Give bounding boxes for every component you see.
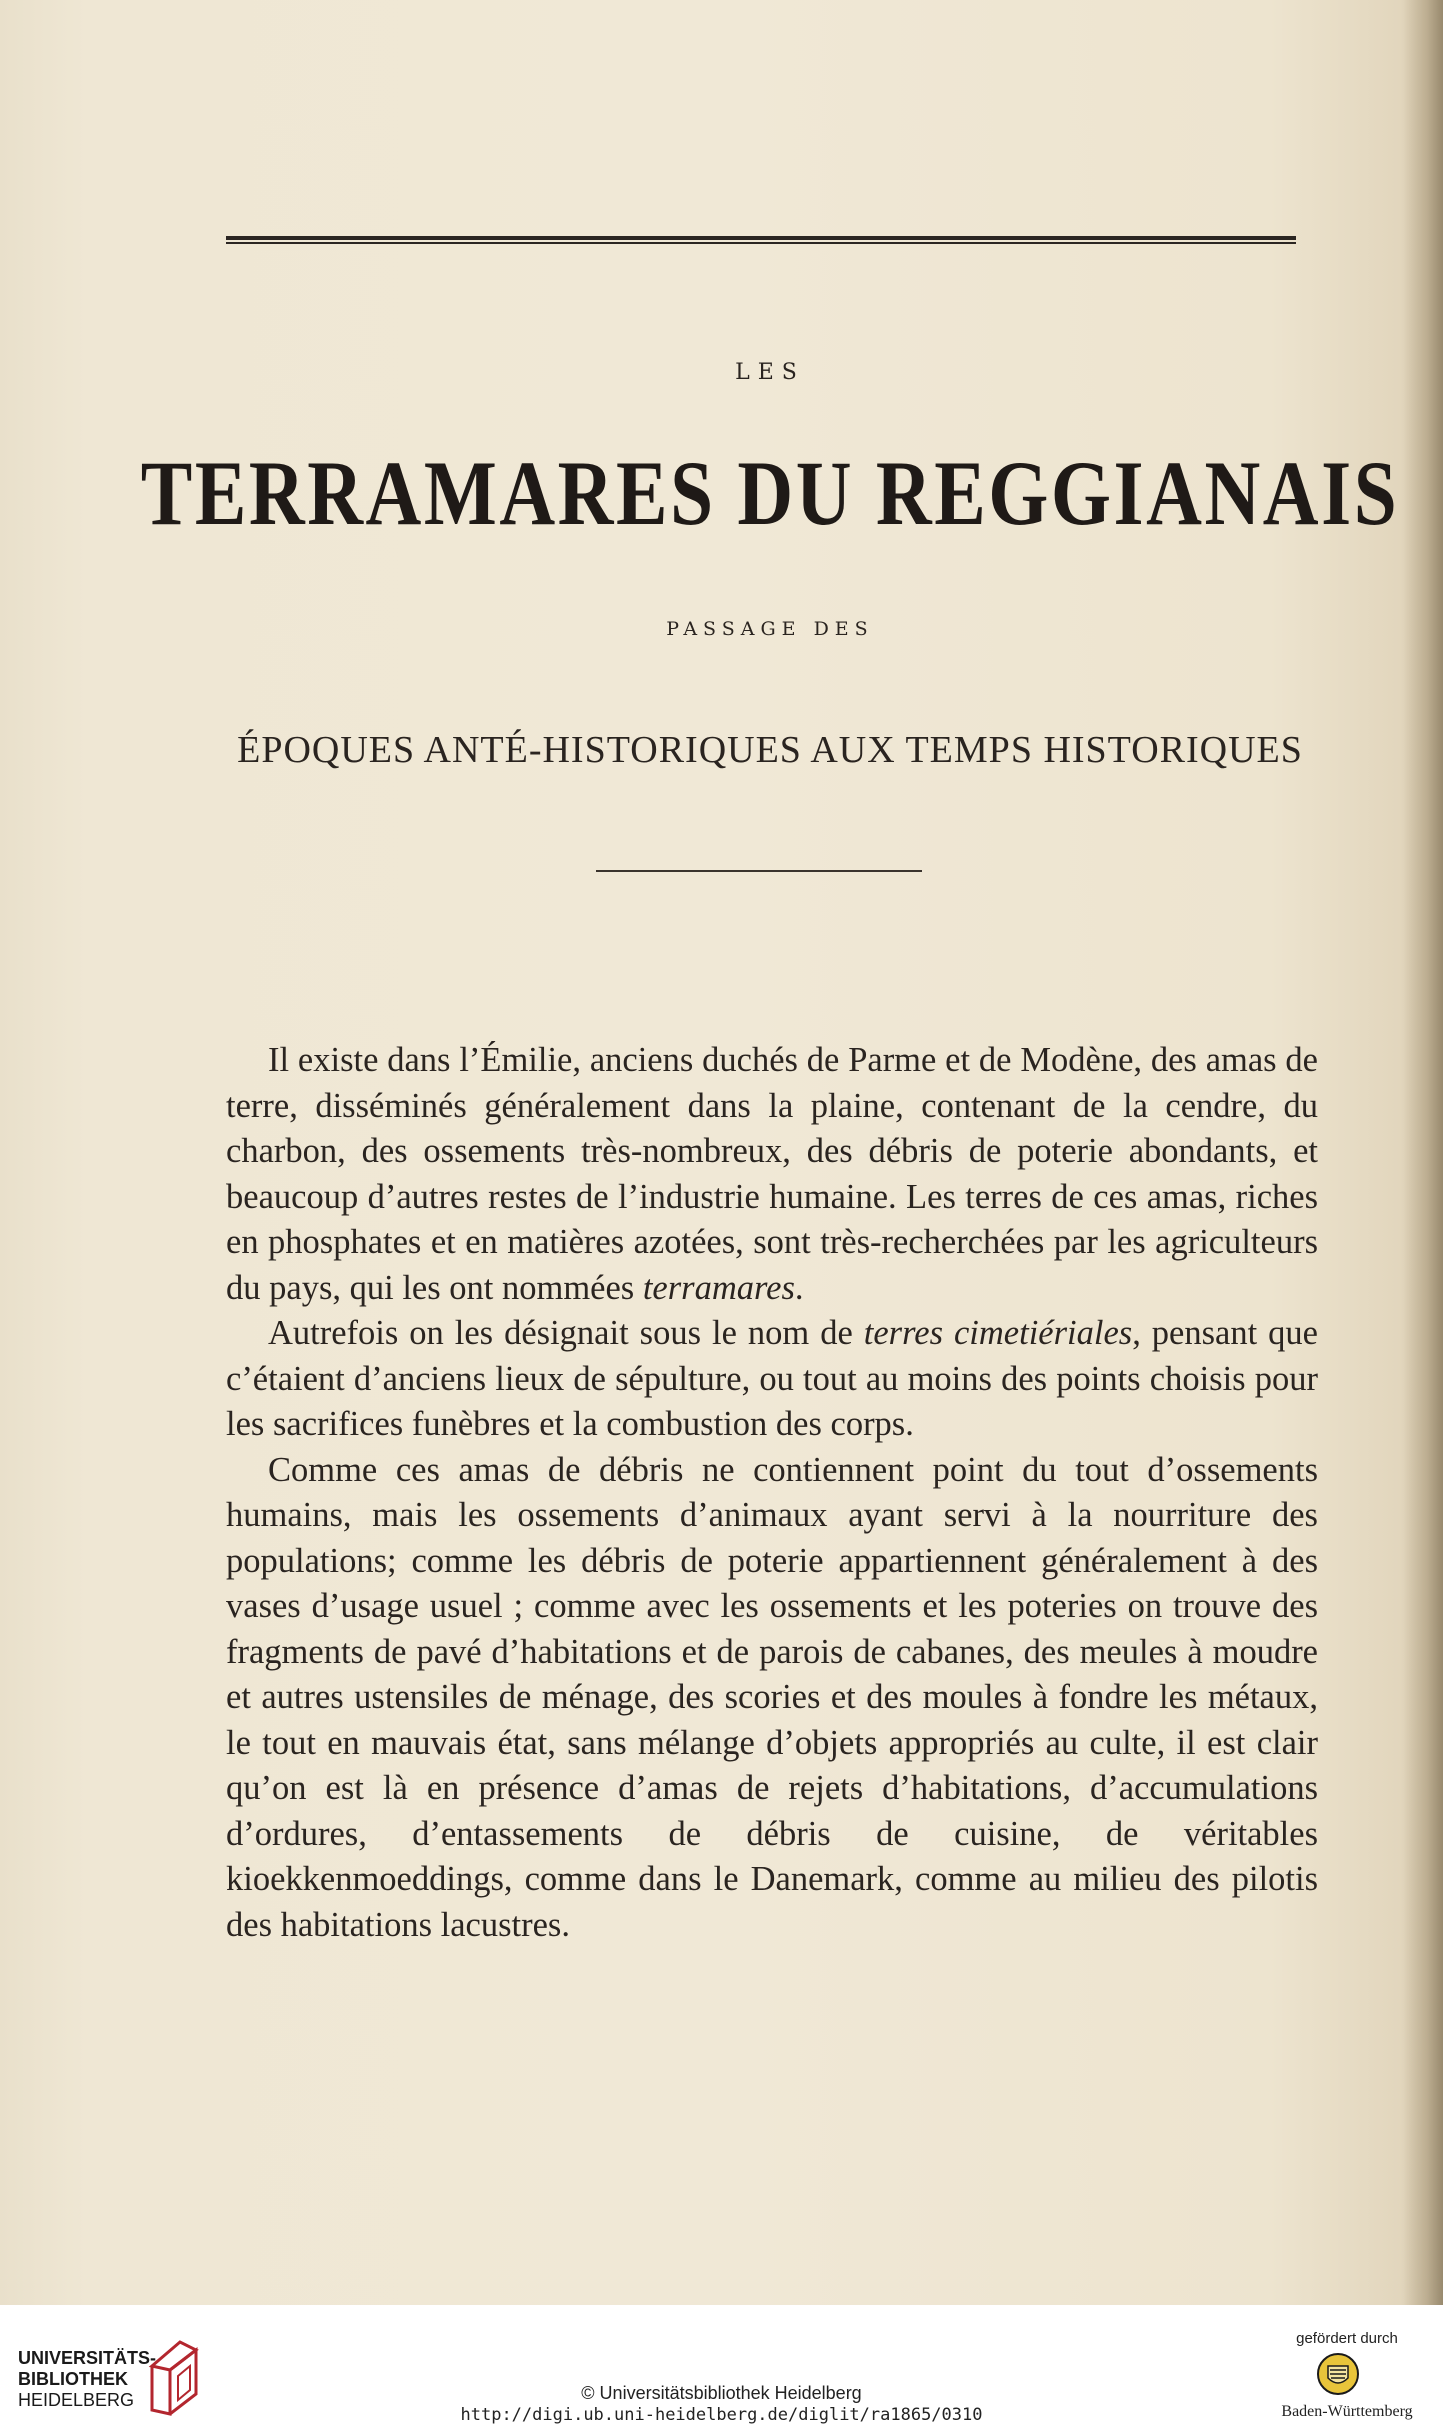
subheading: PASSAGE DES <box>666 618 874 640</box>
paragraph-2: Autrefois on les désignait sous le nom de terres cimetiériales, pensant que c’étaient d’anciens lieux de sépulture, ou tout au moins des points choisis pour les sacrifices funèbres et la combustion des corps. <box>226 1314 1318 1443</box>
funder-name: Baden-Württemberg <box>1281 2403 1413 2420</box>
funded-by-label: gefördert durch <box>1296 2330 1398 2347</box>
ub-heidelberg-logo-icon <box>148 2336 200 2416</box>
paragraph-1: Il existe dans l’Émilie, anciens duchés de Parme et de Modène, des amas de terre, disséminés généralement dans la plaine, contenant de la cendre, du charbon, des ossements très-nombreux, des débris de poterie abondants, et beaucoup d’autres restes de l’industrie humaine. Les terres de ces amas, riches en phosphates et en matières azotées, sont très-recherchées par les agriculteurs du pays, qui les ont nommées terramares. <box>226 1041 1318 1307</box>
baden-wuerttemberg-seal-icon <box>1316 2352 1360 2396</box>
paragraph-3: Comme ces amas de débris ne contiennent point du tout d’ossements humains, mais les ossements d’animaux ayant servi à la nourriture des populations; comme les débris de poterie appartiennent généralement à des vases d’usage usuel ; comme avec les ossements et les poteries on trouve des fragments de pavé d’habitations et de parois de cabanes, des meules à moudre et autres ustensiles de ménage, des scories et des moules à fondre les métaux, le tout en mauvais état, sans mélange d’objets appropriés au culte, il est clair qu’on est là en présence d’amas de rejets d’habitations, d’accumulations d’ordures, d’entassements de débris de cuisine, de véritables kioekkenmoeddings, comme dans le Danemark, comme au milieu des pilotis des habitations lacustres. <box>226 1450 1318 1944</box>
page-edge-shadow <box>1403 0 1443 2305</box>
copyright-notice: © Universitätsbibliothek Heidelberg <box>581 2383 862 2403</box>
permalink[interactable]: http://digi.ub.uni-heidelberg.de/diglit/ra1865/0310 <box>460 2405 983 2425</box>
top-double-rule <box>226 236 1296 245</box>
subtitle: ÉPOQUES ANTÉ-HISTORIQUES AUX TEMPS HISTORIQUES <box>237 729 1303 771</box>
page-title: TERRAMARES DU REGGIANAIS <box>140 442 1400 544</box>
library-name: UNIVERSITÄTS- BIBLIOTHEK HEIDELBERG <box>18 2348 157 2410</box>
body-text <box>226 1038 1318 1948</box>
title-prefix: LES <box>735 360 805 385</box>
section-divider <box>596 870 922 872</box>
